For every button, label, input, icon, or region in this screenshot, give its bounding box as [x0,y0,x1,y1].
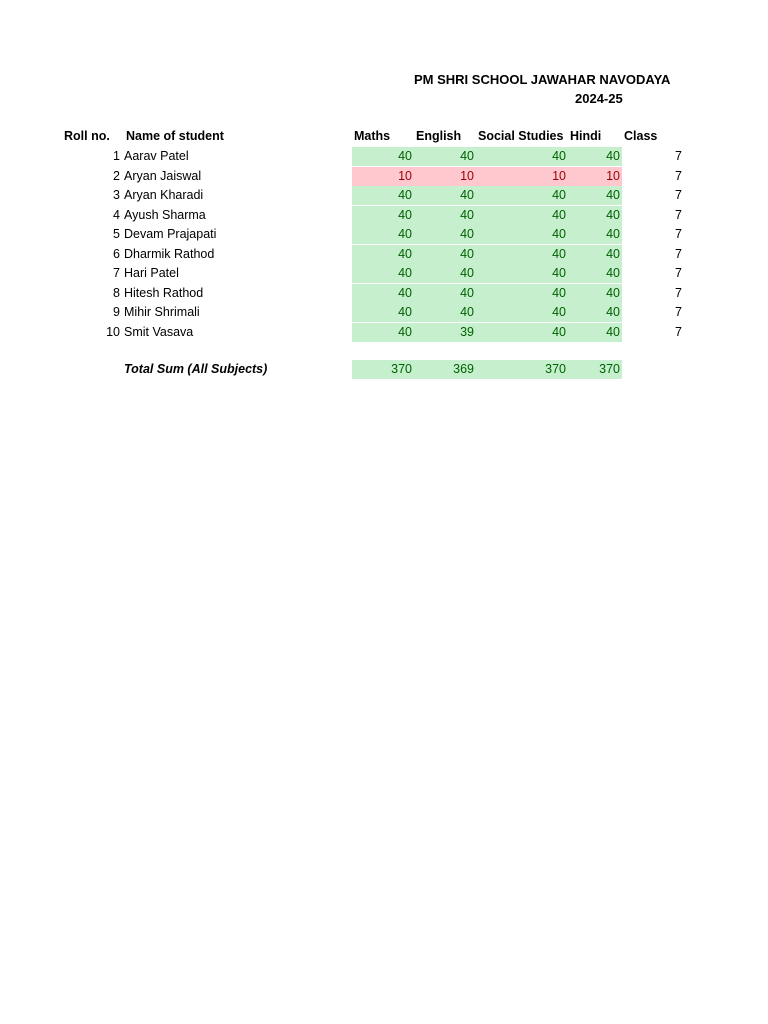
row-2-name: Aryan Jaiswal [124,168,202,183]
row-8-name: Hitesh Rathod [124,285,204,300]
row-6-name: Dharmik Rathod [124,246,215,261]
academic-year: 2024-25 [575,91,623,106]
row-3-maths: 40 [352,186,414,205]
header-social-studies: Social Studies [478,129,564,143]
header-class: Class [624,129,658,143]
header-english: English [416,129,462,143]
total-maths: 370 [352,360,414,379]
row-6-class: 7 [675,246,682,261]
row-1-english: 40 [414,147,476,166]
row-5-hindi: 40 [568,225,622,244]
row-1-hindi: 40 [568,147,622,166]
row-5-roll: 5 [113,227,120,241]
row-10-roll: 10 [106,324,120,339]
row-9-class: 7 [675,305,682,319]
row-5-name: Devam Prajapati [124,227,217,241]
row-3-name: Aryan Kharadi [124,188,204,202]
total-english: 369 [414,360,476,379]
total-sum-label: Total Sum (All Subjects) [124,362,268,376]
row-3-class: 7 [675,188,682,202]
row-2-english: 10 [414,167,476,186]
row-2-hindi: 10 [568,167,622,186]
row-4-maths: 40 [352,206,414,225]
row-10-class: 7 [675,324,682,339]
total-social: 370 [476,360,568,379]
row-4-social: 40 [476,206,568,225]
row-3-english: 40 [414,186,476,205]
row-7-hindi: 40 [568,264,622,283]
header-roll-no: Roll no. [64,129,110,143]
row-10-social: 40 [476,323,568,342]
row-4-class: 7 [675,207,682,222]
row-1-name: Aarav Patel [124,149,189,163]
row-6-roll: 6 [113,246,120,261]
row-8-english: 40 [414,284,476,303]
row-6-hindi: 40 [568,245,622,264]
row-5-class: 7 [675,227,682,241]
row-1-maths: 40 [352,147,414,166]
row-8-roll: 8 [113,285,120,300]
row-7-social: 40 [476,264,568,283]
row-10-english: 39 [414,323,476,342]
row-4-english: 40 [414,206,476,225]
row-8-class: 7 [675,285,682,300]
row-4-name: Ayush Sharma [124,207,206,222]
row-9-hindi: 40 [568,303,622,322]
row-3-hindi: 40 [568,186,622,205]
row-7-maths: 40 [352,264,414,283]
row-1-class: 7 [675,149,682,163]
row-7-roll: 7 [113,266,120,280]
row-7-name: Hari Patel [124,266,179,280]
header-name: Name of student [126,129,224,143]
row-4-hindi: 40 [568,206,622,225]
row-7-class: 7 [675,266,682,280]
row-9-english: 40 [414,303,476,322]
row-6-social: 40 [476,245,568,264]
row-10-name: Smit Vasava [124,324,194,339]
row-1-social: 40 [476,147,568,166]
row-9-social: 40 [476,303,568,322]
row-8-hindi: 40 [568,284,622,303]
row-4-roll: 4 [113,207,120,222]
row-5-maths: 40 [352,225,414,244]
row-8-maths: 40 [352,284,414,303]
row-10-maths: 40 [352,323,414,342]
row-5-english: 40 [414,225,476,244]
total-hindi: 370 [568,360,622,379]
row-9-roll: 9 [113,305,120,319]
header-maths: Maths [354,129,391,143]
row-2-class: 7 [675,168,682,183]
row-3-social: 40 [476,186,568,205]
row-5-social: 40 [476,225,568,244]
row-8-social: 40 [476,284,568,303]
row-2-maths: 10 [352,167,414,186]
row-6-english: 40 [414,245,476,264]
school-title: PM SHRI SCHOOL JAWAHAR NAVODAYA [414,72,671,87]
row-2-social: 10 [476,167,568,186]
row-1-roll: 1 [113,149,120,163]
row-10-hindi: 40 [568,323,622,342]
row-2-roll: 2 [113,168,120,183]
row-9-name: Mihir Shrimali [124,305,200,319]
row-9-maths: 40 [352,303,414,322]
header-hindi: Hindi [570,129,602,143]
row-7-english: 40 [414,264,476,283]
row-3-roll: 3 [113,188,120,202]
row-6-maths: 40 [352,245,414,264]
